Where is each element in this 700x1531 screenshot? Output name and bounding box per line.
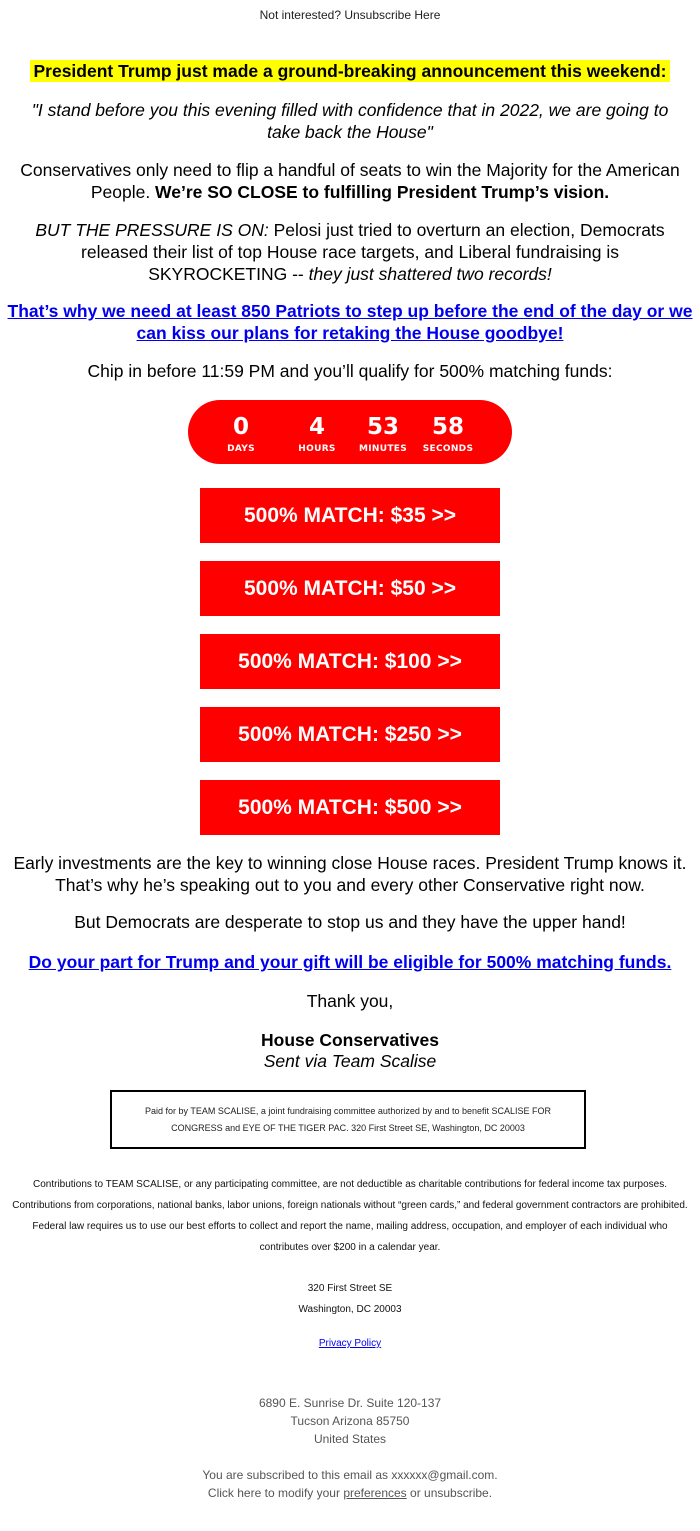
footer-address-line2: Tucson Arizona 85750 xyxy=(290,1414,410,1428)
countdown-seconds-label: SECONDS xyxy=(422,444,474,454)
pressure-tail: they just shattered two records! xyxy=(308,264,552,284)
donate-500-button[interactable]: 500% MATCH: $500 >> xyxy=(200,780,500,835)
legal-disclaimer: Contributions to TEAM SCALISE, or any participating committee, are not deductible as charitable contributions for federal income tax purposes. Contributions from corporations, national banks, labor unions, foreign nationals without “green cards,” and federal government contractors are prohibited. Federal law requires us to use our best efforts to collect and report the name, mailing address, occupation, and employer of each individual who contributes over $200 in a calendar year. xyxy=(12,1179,688,1253)
headline xyxy=(0,61,700,82)
paragraph-pressure xyxy=(10,219,690,285)
committee-address-line2: Washington, DC 20003 xyxy=(298,1304,402,1315)
thank-you: Thank you, xyxy=(306,991,394,1011)
do-your-part-link[interactable]: Do your part for Trump and your gift will be eligible for 500% matching funds. xyxy=(28,952,672,972)
countdown-days xyxy=(206,414,276,454)
footer-address-line3: United States xyxy=(313,1432,387,1446)
pressure-text: Pelosi just tried to overturn an election, Democrats released their list of top House race targets, and Liberal fundraising is SKYROCKETING -- xyxy=(81,220,665,284)
committee-address xyxy=(0,1278,700,1320)
countdown-hours xyxy=(282,414,352,454)
donate-100-button[interactable]: 500% MATCH: $100 >> xyxy=(200,634,500,689)
patriots-link-wrap xyxy=(6,300,694,344)
donate-250-button[interactable]: 500% MATCH: $250 >> xyxy=(200,707,500,762)
footer-address-line1: 6890 E. Sunrise Dr. Suite 120-137 xyxy=(258,1396,442,1410)
subscription-modify xyxy=(0,1484,700,1502)
paragraph-early-investments: Early investments are the key to winning close House races. President Trump knows it. That’s why he’s speaking out to you and every other Conservative right now. xyxy=(13,853,687,895)
signature-name: House Conservatives xyxy=(261,1030,439,1050)
paragraph-majority-bold: We’re SO CLOSE to fulfilling President Trump’s vision. xyxy=(155,182,610,202)
pressure-lead: BUT THE PRESSURE IS ON: xyxy=(35,220,269,240)
patriots-link[interactable]: That’s why we need at least 850 Patriots to step up before the end of the day or we can kiss our plans for retaking the House goodbye! xyxy=(7,301,693,343)
unsubscribe-link[interactable]: Not interested? Unsubscribe Here xyxy=(259,8,441,22)
headline-text: President Trump just made a ground-breaking announcement this weekend: xyxy=(30,60,669,82)
countdown-minutes xyxy=(348,414,418,454)
subscription-email: You are subscribed to this email as xxxxxx@gmail.com. xyxy=(202,1468,498,1482)
chip-in-text: Chip in before 11:59 PM and you’ll qualify for 500% matching funds: xyxy=(87,361,613,381)
subscription-info xyxy=(0,1466,700,1502)
privacy-policy-link[interactable]: Privacy Policy xyxy=(318,1338,382,1349)
trump-quote: "I stand before you this evening filled with confidence that in 2022, we are going to take back the House" xyxy=(31,100,669,142)
countdown-seconds-value: 58 xyxy=(431,414,464,440)
footer-address xyxy=(0,1394,700,1448)
countdown-days-label: DAYS xyxy=(227,444,255,454)
countdown-minutes-label: MINUTES xyxy=(358,444,407,454)
countdown-seconds xyxy=(413,414,483,454)
privacy-policy-wrap xyxy=(0,1338,700,1349)
countdown-days-value: 0 xyxy=(232,414,249,440)
signature-via: Sent via Team Scalise xyxy=(263,1051,437,1071)
countdown-timer xyxy=(188,400,512,464)
donate-35-button[interactable]: 500% MATCH: $35 >> xyxy=(200,488,500,543)
donate-50-button[interactable]: 500% MATCH: $50 >> xyxy=(200,561,500,616)
preferences-link[interactable]: preferences xyxy=(343,1486,407,1500)
countdown-hours-label: HOURS xyxy=(298,444,336,454)
countdown-hours-value: 4 xyxy=(308,414,325,440)
paragraph-majority xyxy=(6,159,694,203)
do-your-part-link-wrap xyxy=(0,952,700,973)
paragraph-democrats: But Democrats are desperate to stop us and they have the upper hand! xyxy=(74,912,626,932)
subscription-modify-pre: Click here to modify your xyxy=(207,1486,344,1500)
paid-for-disclaimer: Paid for by TEAM SCALISE, a joint fundraising committee authorized by and to benefit SCALISE FOR CONGRESS and EYE OF THE TIGER PAC. 320 First Street SE, Washington, DC 20003 xyxy=(110,1090,586,1149)
countdown-minutes-value: 53 xyxy=(366,414,399,440)
committee-address-line1: 320 First Street SE xyxy=(307,1283,393,1294)
paragraph-majority-text: Conservatives only need to flip a handful of seats to win the Majority for the American People. xyxy=(20,160,680,202)
subscription-modify-post[interactable]: or unsubscribe. xyxy=(406,1486,493,1500)
